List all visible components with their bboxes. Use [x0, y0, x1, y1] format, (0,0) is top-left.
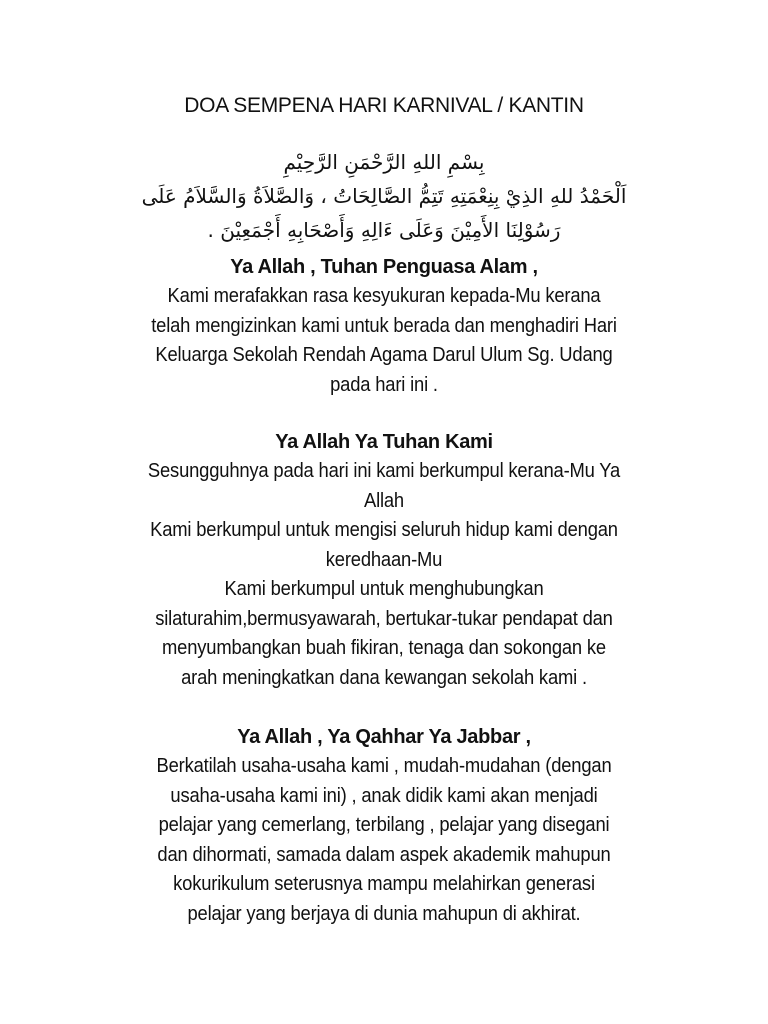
arabic-line-1: اَلْحَمْدُ للهِ الذِيْ بِنِعْمَتِهِ تَتِمُّ الصَّالِحَاتُ ، وَالصَّلاَةُ وَالسَّلاَمُ عَلَى — [141, 184, 627, 208]
section-line: Kami merafakkan rasa kesyukuran kepada-Mu kerana — [167, 285, 601, 307]
section-line: dan dihormati, samada dalam aspek akademik mahupun — [157, 843, 611, 866]
section-line: silaturahim,bermusyawarah, bertukar-tukar pendapat dan — [155, 607, 613, 630]
prayer-section-2 — [70, 427, 698, 693]
prayer-section-1 — [70, 252, 698, 400]
section-line: Allah — [363, 489, 404, 512]
arabic-line-2: رَسُوْلِنَا الأَمِيْنَ وَعَلَى ءَالِهِ وَأَصْحَابِهِ أَجْمَعِيْنَ . — [207, 218, 561, 242]
section-line: Sesungguhnya pada hari ini kami berkumpul kerana-Mu Ya — [147, 460, 621, 482]
prayer-section-3 — [70, 722, 698, 929]
section-line: pada hari ini . — [330, 373, 438, 396]
section-heading: Ya Allah , Tuhan Penguasa Alam , — [230, 256, 538, 278]
section-line: Kami berkumpul untuk mengisi seluruh hidup kami dengan — [150, 519, 618, 541]
section-line: arah meningkatkan dana kewangan sekolah kami . — [181, 666, 587, 689]
arabic-basmalah: بِسْمِ اللهِ الرَّحْمَنِ الرَّحِيْمِ — [283, 150, 485, 174]
section-line: telah mengizinkan kami untuk berada dan menghadiri Hari — [151, 314, 617, 337]
section-line: Kami berkumpul untuk menghubungkan — [224, 578, 544, 600]
section-line: keredhaan-Mu — [325, 548, 443, 571]
section-line: pelajar yang berjaya di dunia mahupun di akhirat. — [187, 902, 581, 925]
section-line: kokurikulum seterusnya mampu melahirkan generasi — [173, 873, 595, 895]
section-heading: Ya Allah , Ya Qahhar Ya Jabbar , — [237, 726, 531, 748]
section-line: Berkatilah usaha-usaha kami , mudah-mudahan (dengan — [156, 755, 612, 777]
section-line: menyumbangkan buah fikiran, tenaga dan sokongan ke — [162, 637, 606, 659]
section-line: Keluarga Sekolah Rendah Agama Darul Ulum Sg. Udang — [155, 344, 613, 366]
document-title: DOA SEMPENA HARI KARNIVAL / KANTIN — [184, 94, 584, 117]
section-line: pelajar yang cemerlang, terbilang , pelajar yang disegani — [158, 814, 610, 836]
section-line: usaha-usaha kami ini) , anak didik kami akan menjadi — [170, 784, 598, 807]
section-heading: Ya Allah Ya Tuhan Kami — [275, 431, 493, 453]
